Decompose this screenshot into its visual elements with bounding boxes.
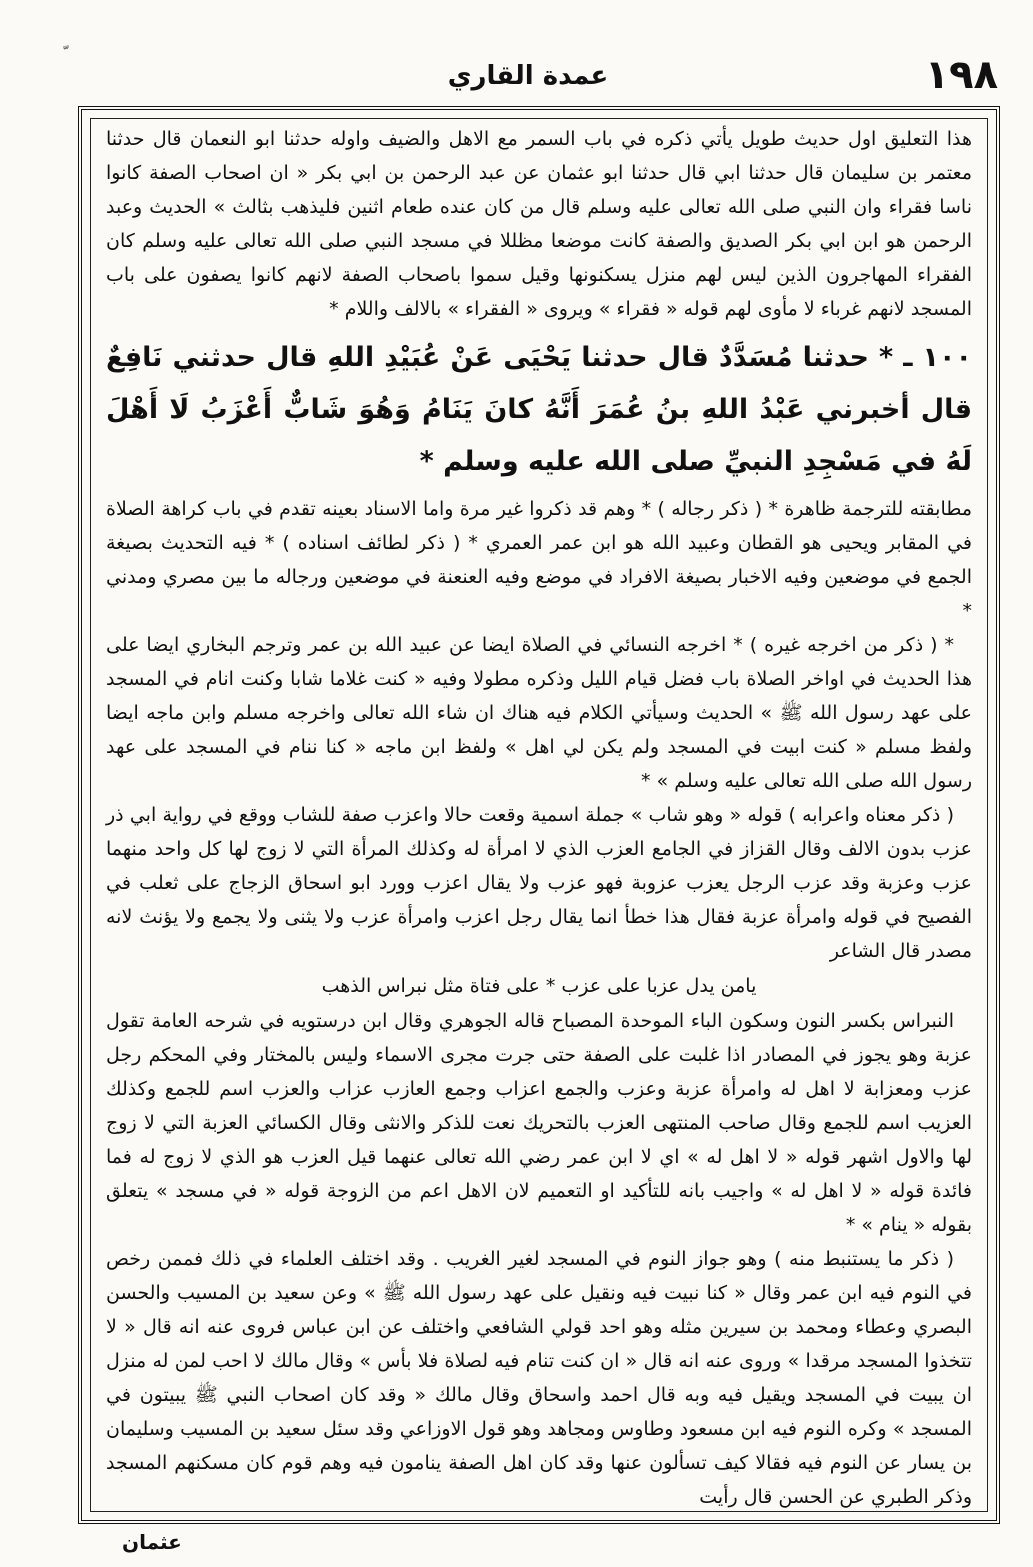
footer-signature: عثمان	[122, 1530, 182, 1554]
paragraph-commentary-5: ( ذكر ما يستنبط منه ) وهو جواز النوم في المسجد لغير الغريب . وقد اختلف العلماء في ذلك فممن رخص في النوم فيه ابن عمر وقال « كنا نبيت فيه ونقيل على عهد رسول الله ﷺ » وعن سعيد بن المسيب والحسن البصري وعطاء ومحمد بن سيرين مثله وهو احد قولي الشافعي واختلف عن ابن عباس فروى عنه انه قال « لا تتخذوا المسجد مرقدا » وروى عنه انه قال « ان كنت تنام فيه لصلاة فلا بأس » وقال مالك لا احب لمن له منزل ان يبيت في المسجد ويقيل فيه وبه قال احمد واسحاق وقال مالك « وقد كان اصحاب النبي ﷺ يبيتون في المسجد » وكره النوم فيه ابن مسعود وطاوس ومجاهد وهو قول الاوزاعي وقد سئل سعيد بن المسيب وسليمان بن يسار عن النوم فيه فقالا كيف تسألون عنها وقد كان اهل الصفة ينامون فيه وهم قوم كان مسكنهم المسجد وذكر الطبري عن الحسن قال رأيت	[106, 1248, 972, 1508]
poetry-verse: يامن يدل عزبا على عزب * على فتاة مثل نبراس الذهب	[321, 975, 757, 997]
hadith-text: ١٠٠ ـ * حدثنا مُسَدَّدٌ قال حدثنا يَحْيَى عَنْ عُبَيْدِ اللهِ قال حدثني نَافِعٌ قال أخبرني عَبْدُ اللهِ بنُ عُمَرَ أَنَّهُ كانَ يَنَامُ وَهُوَ شَابٌّ أَعْزَبُ لَا أَهْلَ لَهُ في مَسْجِدِ النبيِّ صلى الله عليه وسلم *	[106, 342, 972, 477]
paragraph-commentary-3: ( ذكر معناه واعرابه ) قوله « وهو شاب » جملة اسمية وقعت حالا واعزب صفة للشاب ووقع في رواية ابي ذر عزب بدون الالف وقال القزاز في الجامع العزب الذي لا امرأة له وكذلك المرأة التي لا زوج لها كل واحد منهما عزب وعزبة وقد عزب الرجل يعزب عزوبة فهو عزب ولا يقال اعزب وورد ابو اسحاق الزجاج على ثعلب في الفصيح في قوله وامرأة عزبة فقال هذا خطأ انما يقال رجل اعزب وامرأة عزب ولا يثنى ولا يجمع ولا يؤنث لانه مصدر قال الشاعر	[106, 804, 972, 962]
running-title: عمدة القاري	[447, 61, 609, 91]
paragraph-commentary-1: مطابقته للترجمة ظاهرة * ( ذكر رجاله ) * وهم قد ذكروا غير مرة واما الاسناد بعينه تقدم في باب كراهة الصلاة في المقابر ويحيى هو القطان وعبيد الله هو ابن عمر العمري * ( ذكر لطائف اسناده ) * فيه التحديث بصيغة الجمع في موضعين وفيه الاخبار بصيغة الافراد في موضع وفيه العنعنة في موضعين ورجاله ما بين مصري ومدني *	[106, 498, 972, 622]
text-frame	[78, 106, 1000, 1524]
page-number: ١٩٨	[924, 52, 998, 98]
paragraph-intro: هذا التعليق اول حديث طويل يأتي ذكره في باب السمر مع الاهل والضيف واوله حدثنا ابو النعمان قال حدثنا معتمر بن سليمان قال حدثنا ابي قال حدثنا ابو عثمان عن عبد الرحمن بن ابي بكر « ان اصحاب الصفة كانوا ناسا فقراء وان النبي صلى الله تعالى عليه وسلم قال من كان عنده طعام اثنين فليذهب بثالث » الحديث وعبد الرحمن هو ابن ابي بكر الصديق والصفة كانت موضعا مظللا في مسجد النبي صلى الله تعالى عليه وسلم كان الفقراء المهاجرون الذين ليس لهم منزل يسكنونها وقيل سموا باصحاب الصفة لانهم كانوا يصفون على باب المسجد لانهم غرباء لا مأوى لهم قوله « فقراء » ويروى « الفقراء » بالالف واللام *	[106, 128, 972, 320]
text-block	[106, 122, 972, 1510]
page-header	[58, 52, 998, 98]
paragraph-commentary-2: * ( ذكر من اخرجه غيره ) * اخرجه النسائي في الصلاة ايضا عن عبيد الله بن عمر وترجم البخاري ايضا على هذا الحديث في اواخر الصلاة باب فضل قيام الليل وذكره مطولا وفيه « كنت غلاما شابا وكنت انام في المسجد على عهد رسول الله ﷺ » الحديث وسيأتي الكلام فيه هناك ان شاء الله تعالى واخرجه مسلم وابن ماجه ايضا ولفظ مسلم « كنت ابيت في المسجد ولم يكن لي اهل » ولفظ ابن ماجه « كنا ننام في المسجد على عهد رسول الله صلى الله تعالى عليه وسلم » *	[106, 634, 972, 792]
paragraph-commentary-4: النبراس بكسر النون وسكون الباء الموحدة المصباح قاله الجوهري وقال ابن درستويه في شرحه العامة تقول عزبة وهو يجوز في المصادر اذا غلبت على الصفة حتى جرت مجرى الاسماء وليس بالمختار وفي المحكم رجل عزب ومعزابة لا اهل له وامرأة عزبة وعزب والجمع اعزاب وجمع العازب عزاب والعزب اسم للجمع وكذلك العزيب اسم للجمع وقال صاحب المنتهى العزب بالتحريك نعت للذكر والانثى وقال الكسائي العزبة التي لا زوج لها والاول اشهر قوله « لا اهل له » اي لا ابن عمر رضي الله تعالى عنهما قيل العزب هو الذي لا زوج له فما فائدة قوله « لا اهل له » واجيب بانه للتأكيد او التعميم لان الاهل اعم من الزوجة قوله « في مسجد » يتعلق بقوله « ينام » *	[106, 1010, 972, 1236]
